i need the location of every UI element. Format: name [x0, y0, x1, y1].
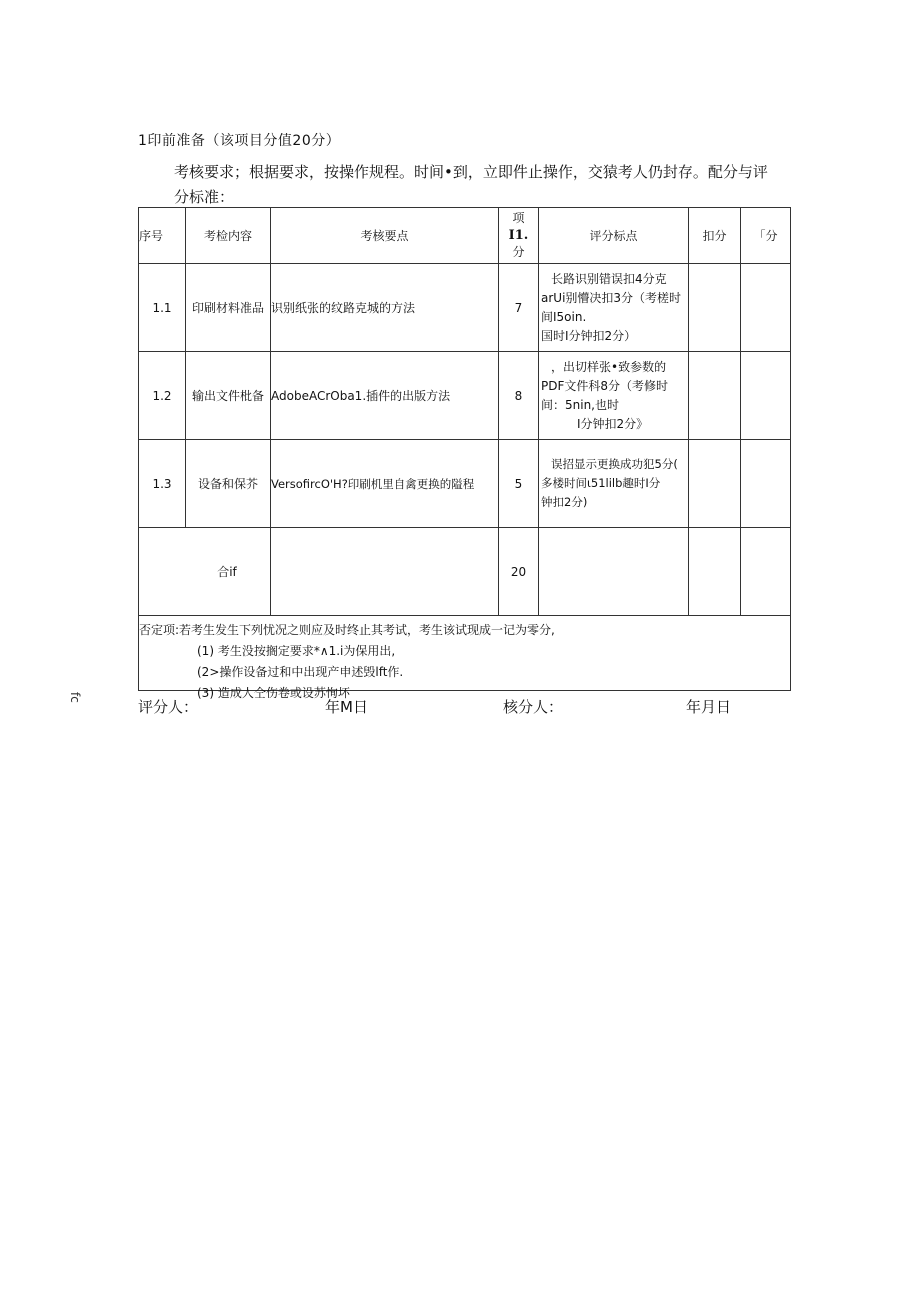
table-row — [139, 264, 791, 352]
total-points — [271, 528, 499, 616]
veto-item: (3) 造成人仝伤卷或设苏恂坏 — [197, 686, 350, 700]
scorer-label: 评分人： — [138, 698, 199, 716]
header-content: 考检内容 — [186, 208, 271, 264]
row-seq: 1.1 — [139, 264, 186, 352]
row-deduct — [689, 352, 741, 440]
row-content: 印刷材料准品 — [186, 264, 271, 352]
total-deduct — [689, 528, 741, 616]
header-final: 「分 — [741, 208, 791, 264]
row-content: 输出文件枇备 — [186, 352, 271, 440]
row-seq: 1.2 — [139, 352, 186, 440]
header-criteria: 评分标点 — [539, 208, 689, 264]
row-content: 设备和保芥 — [186, 440, 271, 528]
header-score-mid: I1. — [508, 228, 529, 243]
criteria-line: 间：5nin,也时 — [541, 397, 619, 412]
criteria-line: PDF文件科8分（考修时 — [541, 378, 669, 393]
stray-mark: fc — [68, 692, 82, 703]
header-points: 考核要点 — [271, 208, 499, 264]
criteria-line: 误招显示更换成功犯5分( — [551, 457, 678, 471]
criteria-line: I分钟扣2分》 — [577, 416, 649, 431]
veto-row — [139, 616, 791, 691]
row-criteria — [539, 264, 689, 352]
header-score — [499, 208, 539, 264]
row-deduct — [689, 264, 741, 352]
veto-intro: 否定项:若考生发生下列忧况之则应及时终止其考试，考生该试现成一记为零分, — [139, 623, 555, 637]
header-score-bottom: 分 — [512, 245, 525, 259]
row-final — [741, 352, 791, 440]
veto-text — [139, 616, 790, 704]
row-score: 7 — [499, 264, 539, 352]
criteria-line: 多楼时间ι51lilb趣时I分 — [541, 476, 661, 490]
total-row — [139, 528, 791, 616]
veto-item: (2>操作设备过和中出现产申述毁lft作. — [197, 665, 404, 679]
criteria-line: ，出切样张•致参数的 — [551, 359, 667, 374]
scorer-date: 年M日 — [325, 698, 368, 716]
checker-label: 核分人： — [503, 698, 564, 716]
criteria-line: 长路识别错误扣4分克 — [551, 271, 667, 286]
row-points: VersofircO'H?印刷机里自禽更换的隘程 — [271, 440, 499, 528]
row-points: AdobeACrOba1.插件的出版方法 — [271, 352, 499, 440]
criteria-line: 钟扣2分) — [541, 495, 588, 509]
criteria-line: 国时I分钟扣2分） — [541, 328, 637, 343]
total-label: 合if — [139, 528, 271, 616]
total-final — [741, 528, 791, 616]
checker-date: 年月日 — [686, 698, 732, 716]
header-score-top: 项 — [512, 211, 525, 225]
veto-item: (1) 考生没按搁定要求*∧1.i为保用出, — [197, 644, 396, 658]
criteria-line: arUi别懵决扣3分（考槎时 — [541, 290, 682, 305]
table-header-row — [139, 208, 791, 264]
row-deduct — [689, 440, 741, 528]
exam-requirement: 考核要求；根据要求，按操作规程。时间•到，立即件止操作，交猿考人仍封存。配分与评分标准： — [174, 163, 768, 206]
header-deduct: 扣分 — [689, 208, 741, 264]
section-title: 1印前准备（该项目分值20分） — [138, 133, 341, 149]
row-final — [741, 264, 791, 352]
total-criteria — [539, 528, 689, 616]
veto-cell — [139, 616, 791, 700]
row-score: 8 — [499, 352, 539, 440]
header-seq: 序号 — [139, 208, 186, 264]
row-seq: 1.3 — [139, 440, 186, 528]
row-points: 识别纸张的纹路克城的方法 — [271, 264, 499, 352]
table-row — [139, 440, 791, 528]
row-final — [741, 440, 791, 528]
row-score: 5 — [499, 440, 539, 528]
criteria-line: 间I5oin. — [541, 309, 587, 324]
row-criteria — [539, 352, 689, 440]
scoring-table — [138, 207, 791, 700]
table-row — [139, 352, 791, 440]
row-criteria — [539, 440, 689, 528]
total-score: 20 — [499, 528, 539, 616]
